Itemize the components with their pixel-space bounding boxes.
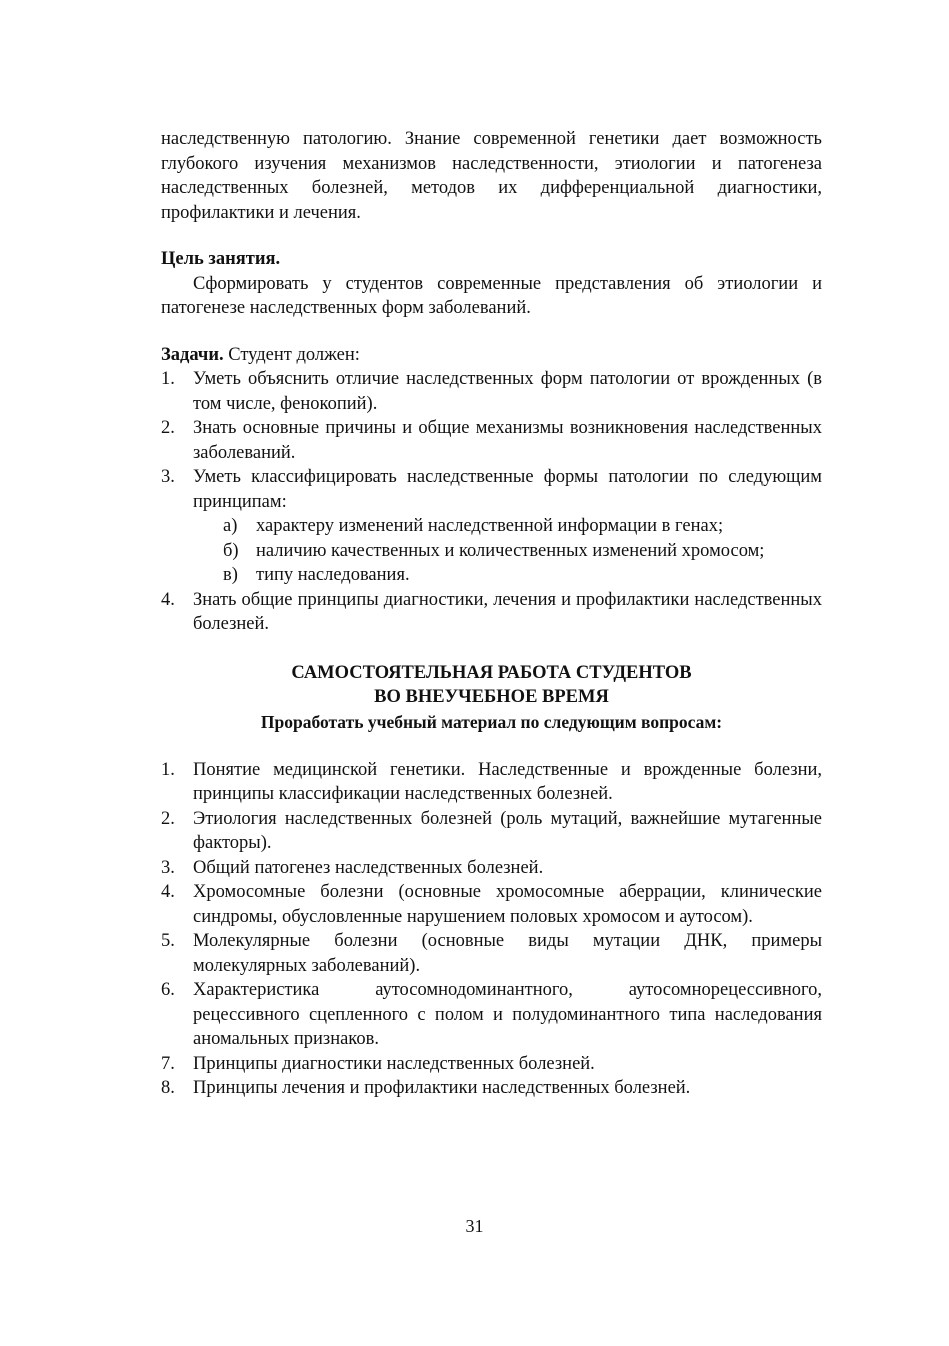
list-item-number: 2. xyxy=(161,808,175,829)
list-item-number: 8. xyxy=(161,1078,175,1098)
list-item-text: Этиология наследственных болезней (роль мутаций, важнейшие мутагенные факторы). xyxy=(193,808,822,853)
tasks-list xyxy=(161,367,822,514)
sublist-item-marker: а) xyxy=(223,516,238,536)
sublist-item-text: характеру изменений наследственной информации в генах; xyxy=(256,516,724,536)
tasks-lead: Студент должен: xyxy=(223,344,360,365)
list-item xyxy=(161,758,822,807)
section-title-line2: ВО ВНЕУЧЕБНОЕ ВРЕМЯ xyxy=(374,687,609,707)
sublist-item-text: наличию качественных и количественных изменений хромосом; xyxy=(256,540,765,561)
sublist-item-marker: в) xyxy=(223,565,238,585)
list-item-text: Принципы лечения и профилактики наследственных болезней. xyxy=(193,1078,691,1098)
list-item xyxy=(161,416,822,465)
list-item-text: Знать общие принципы диагностики, лечения и профилактики наследственных болезней. xyxy=(193,589,822,634)
list-item-number: 6. xyxy=(161,980,175,1000)
list-item-text: Молекулярные болезни (основные виды мутации ДНК, примеры молекулярных заболеваний). xyxy=(193,931,822,976)
sublist-item xyxy=(223,514,822,539)
section-subtitle: Проработать учебный материал по следующим вопросам: xyxy=(260,711,723,732)
goal-heading: Цель занятия. xyxy=(161,249,281,269)
tasks-list-continued xyxy=(161,588,822,637)
list-item-number: 3. xyxy=(161,467,175,487)
list-item-number: 4. xyxy=(161,589,175,610)
list-item xyxy=(161,1052,822,1077)
list-item-number: 7. xyxy=(161,1053,175,1074)
list-item-text: Характеристика аутосомнодоминантного, аутосомнорецессивного, рецессивного сцепленного с полом и полудоминантного типа наследования аномальных признаков. xyxy=(193,980,822,1049)
list-item-number: 4. xyxy=(161,882,175,902)
list-item-text: Знать основные причины и общие механизмы возникновения наследственных заболеваний. xyxy=(193,418,822,463)
list-item-text: Общий патогенез наследственных болезней. xyxy=(193,857,544,878)
list-item xyxy=(161,588,822,637)
list-item xyxy=(161,465,822,514)
goal-text: Сформировать у студентов современные представления об этиологии и патогенезе наследственных форм заболеваний. xyxy=(161,273,822,318)
list-item xyxy=(161,978,822,1052)
list-item xyxy=(161,929,822,978)
list-item-text: Понятие медицинской генетики. Наследственные и врожденные болезни, принципы классификации наследственных болезней. xyxy=(193,759,822,804)
tasks-heading: Задачи. xyxy=(161,344,224,365)
document-page xyxy=(161,127,822,1101)
list-item-number: 3. xyxy=(161,857,175,878)
list-item xyxy=(161,880,822,929)
list-item-text: Уметь классифицировать наследственные формы патологии по следующим принципам: xyxy=(193,467,822,512)
questions-list xyxy=(161,758,822,1101)
intro-paragraph: наследственную патологию. Знание современной генетики дает возможность глубокого изучения механизмов наследственности, этиологии и патогенеза наследственных болезней, методов их дифференциальной диагностики, профилактики и лечения. xyxy=(161,129,822,223)
classification-sublist xyxy=(223,514,822,588)
section-title-line1: САМОСТОЯТЕЛЬНАЯ РАБОТА СТУДЕНТОВ xyxy=(291,662,692,683)
list-item xyxy=(161,1076,822,1101)
list-item-number: 5. xyxy=(161,931,175,951)
list-item xyxy=(161,856,822,881)
list-item xyxy=(161,367,822,416)
list-item-number: 1. xyxy=(161,369,175,389)
sublist-item xyxy=(223,563,822,588)
page-number: 31 xyxy=(465,1216,484,1236)
sublist-item xyxy=(223,539,822,564)
list-item xyxy=(161,807,822,856)
tasks-heading-line xyxy=(161,343,822,368)
list-item-text: Принципы диагностики наследственных болезней. xyxy=(193,1053,595,1074)
sublist-item-text: типу наследования. xyxy=(256,565,410,585)
list-item-number: 1. xyxy=(161,759,175,780)
list-item-text: Хромосомные болезни (основные хромосомные аберрации, клинические синдромы, обусловленные нарушением половых хромосом и аутосом). xyxy=(193,882,822,927)
list-item-number: 2. xyxy=(161,418,175,438)
list-item-text: Уметь объяснить отличие наследственных форм патологии от врожденных (в том числе, фенокопий). xyxy=(193,369,822,414)
sublist-item-marker: б) xyxy=(223,540,239,561)
